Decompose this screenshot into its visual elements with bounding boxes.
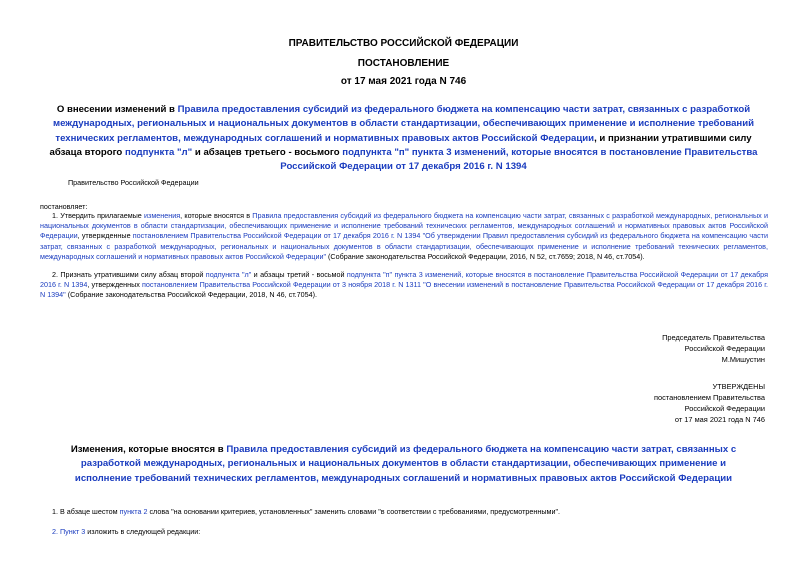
document-date-number: от 17 мая 2021 года N 746 — [340, 76, 467, 87]
signature-block — [662, 332, 765, 365]
title-link-subpoint-l[interactable]: подпункта "л" — [124, 146, 193, 158]
government-header: ПРАВИТЕЛЬСТВО РОССИЙСКОЙ ФЕДЕРАЦИИ — [288, 38, 519, 49]
government-line: Правительство Российской Федерации — [68, 178, 199, 187]
change-2-link-point-3[interactable]: 2. Пункт 3 — [52, 527, 86, 536]
paragraph-2: 2. Признать утратившими силу абзац второй подпункта "л" и абзацы третий - восьмой подпункта "п" пункта 3 изменений, которые вносятся в постановление Правительства Российской Федерации от 17 декабря 2016 г. N 1394, утвержденных постановлением Правительства Российской Федерации от 3 ноября 2018 г. N 1311 "О внесении изменений в постановление Правительства Российской Федерации от 17 декабря 2016 г. N 1394" (Собрание законодательства Российской Федерации, 2018, N 46, ст.7054). — [40, 270, 769, 300]
title-link-subpoint-p[interactable]: подпункта "п" пункта 3 изменений, которые вносятся в постановление Правительства Российской Федерации от 17 декабря 2016 г. N 1394 — [280, 146, 758, 173]
changes-title: Изменения, которые вносятся в Правила предоставления субсидий из федерального бюджета на компенсацию части затрат, связанных с разработкой международных, региональных и национальных документов в области стандартизации, обеспечивающих применение и исполнение требований технических регламентов, международных соглашений и нормативных правовых актов Российской Федерации — [70, 444, 737, 484]
p2-link-resolution-1311[interactable]: постановлением Правительства Российской Федерации от 3 ноября 2018 г. N 1311 "О внесении изменений в постановление Правительства Российской Федерации от 17 декабря 2016 г. N 1394" — [40, 280, 769, 300]
title-link-rules[interactable]: Правила предоставления субсидий из федерального бюджета на компенсацию части затрат, связанных с разработкой международных, региональных и национальных документов в области стандартизации, обеспечивающих применение и исполнение требований технических регламентов, международных соглашений и нормативных правовых актов Российской Федерации — [52, 104, 755, 144]
signature-name: М.Мишустин — [721, 355, 765, 364]
paragraph-1: 1. Утвердить прилагаемые изменения, которые вносятся в Правила предоставления субсидий из федерального бюджета на компенсацию части затрат, связанных с разработкой международных, региональных и национальных документов в области стандартизации, обеспечивающих применение и исполнение требований технических регламентов, международных соглашений и нормативных правовых актов Российской Федерации, утвержденные постановлением Правительства Российской Федерации от 17 декабря 2016 г. N 1394 "Об утверждении Правил предоставления субсидий из федерального бюджета на компенсацию части затрат, связанных с разработкой международных, региональных и национальных документов в области стандартизации, обеспечивающих применение и исполнение требований технических регламентов, международных соглашений и нормативных правовых актов Российской Федерации" (Собрание законодательства Российской Федерации, 2016, N 52, ст.7659; 2018, N 46, ст.7054). — [40, 211, 768, 261]
approved-date: от 17 мая 2021 года N 746 — [674, 415, 765, 424]
approved-by: постановлением Правительства — [654, 393, 765, 402]
p1-link-rules[interactable]: Правила предоставления субсидий из федерального бюджета на компенсацию части затрат, связанных с разработкой международных, региональных и национальных документов в области стандартизации, обеспечивающих применение и исполнение требований технических регламентов, международных соглашений и нормативных правовых актов Российской Федерации — [40, 211, 768, 241]
document-type: ПОСТАНОВЛЕНИЕ — [357, 58, 450, 69]
p2-link-subpoint-p[interactable]: подпункта "п" пункта 3 изменений, которые вносятся в постановление Правительства Российской Федерации от 17 декабря 2016 г. N 1394 — [40, 270, 768, 290]
change-2: 2. Пункт 3 изложить в следующей редакции: — [52, 527, 201, 536]
changes-title-link-rules[interactable]: Правила предоставления субсидий из федерального бюджета на компенсацию части затрат, связанных с разработкой международных, региональных и национальных документов в области стандартизации, обеспечивающих применение и исполнение требований технических регламентов, международных соглашений и нормативных правовых актов Российской Федерации — [74, 444, 737, 484]
resolves-line: постановляет: — [40, 202, 88, 211]
change-1: 1. В абзаце шестом пункта 2 слова "на основании критериев, установленных" заменить словами "в соответствии с требованиями, предусмотренными". — [52, 507, 561, 516]
signature-country: Российской Федерации — [684, 344, 765, 353]
signature-position: Председатель Правительства — [662, 333, 765, 342]
approved-block — [654, 381, 765, 425]
approved-country: Российской Федерации — [684, 404, 765, 413]
change-1-link-point-2[interactable]: пункта 2 — [119, 507, 148, 516]
p2-link-subpoint-l[interactable]: подпункта "л" — [205, 270, 252, 279]
approved-heading: УТВЕРЖДЕНЫ — [712, 382, 765, 391]
p1-link-resolution-1394[interactable]: постановлением Правительства Российской Федерации от 17 декабря 2016 г. N 1394 "Об утверждении Правил предоставления субсидий из федерального бюджета на компенсацию части затрат, связанных с разработкой международных, региональных и национальных документов в области стандартизации, обеспечивающих применение и исполнение требований технических регламентов, международных соглашений и нормативных правовых актов Российской Федерации" — [40, 231, 768, 261]
p1-link-changes[interactable]: изменения — [144, 211, 181, 220]
document-title: О внесении изменений в Правила предоставления субсидий из федерального бюджета на компенсацию части затрат, связанных с разработкой международных, региональных и национальных документов в области стандартизации, обеспечивающих применение и исполнение требований технических регламентов, международных соглашений и нормативных правовых актов Российской Федерации, и признании утратившими силу абзаца второго подпункта "л" и абзацев третьего - восьмого подпункта "п" пункта 3 изменений, которые вносятся в постановление Правительства Российской Федерации от 17 декабря 2016 г. N 1394 — [49, 104, 758, 173]
